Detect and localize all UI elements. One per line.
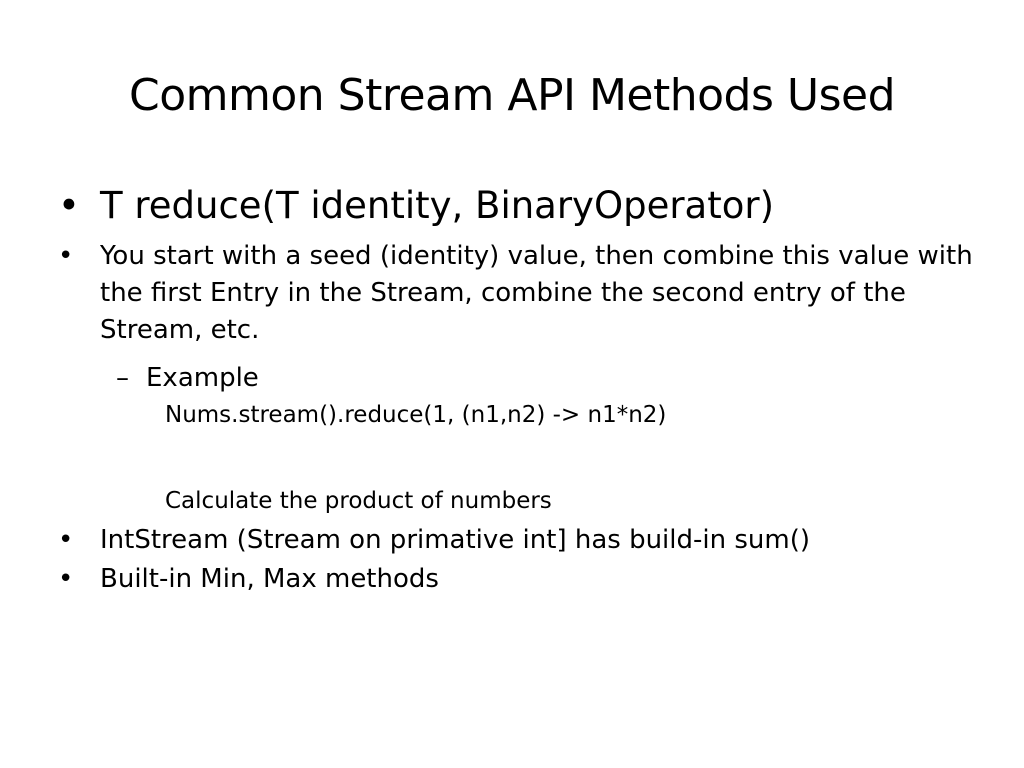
bullet-min-max: [58, 561, 978, 598]
bullet-text: You start with a seed (identity) value, then combine this value with the first Entry in the Stream, combine the second entry of the Stream, etc.: [100, 241, 973, 345]
bullet-dot: •: [58, 184, 80, 227]
example-code-line: Nums.stream().reduce(1, (n1,n2) -> n1*n2): [165, 402, 667, 428]
bullet-dot: •: [58, 525, 74, 555]
bullet-reduce-signature: [58, 180, 978, 232]
bullet-dot: •: [58, 241, 74, 271]
slide-content: [58, 180, 978, 598]
bullet-text: IntStream (Stream on primative int] has build-in sum(): [100, 525, 810, 555]
bullet-text: Built-in Min, Max methods: [100, 564, 439, 594]
bullet-intstream: [58, 522, 978, 559]
bullet-text: T reduce(T identity, BinaryOperator): [100, 184, 775, 227]
sub-bullet-text: Example: [146, 363, 259, 393]
sub-bullet-example: [58, 359, 978, 397]
dash-marker: –: [116, 363, 129, 393]
bullet-reduce-description: [58, 238, 978, 349]
bullet-dot: •: [58, 564, 74, 594]
slide-title: Common Stream API Methods Used: [129, 70, 895, 121]
example-note: Calculate the product of numbers: [165, 488, 552, 514]
